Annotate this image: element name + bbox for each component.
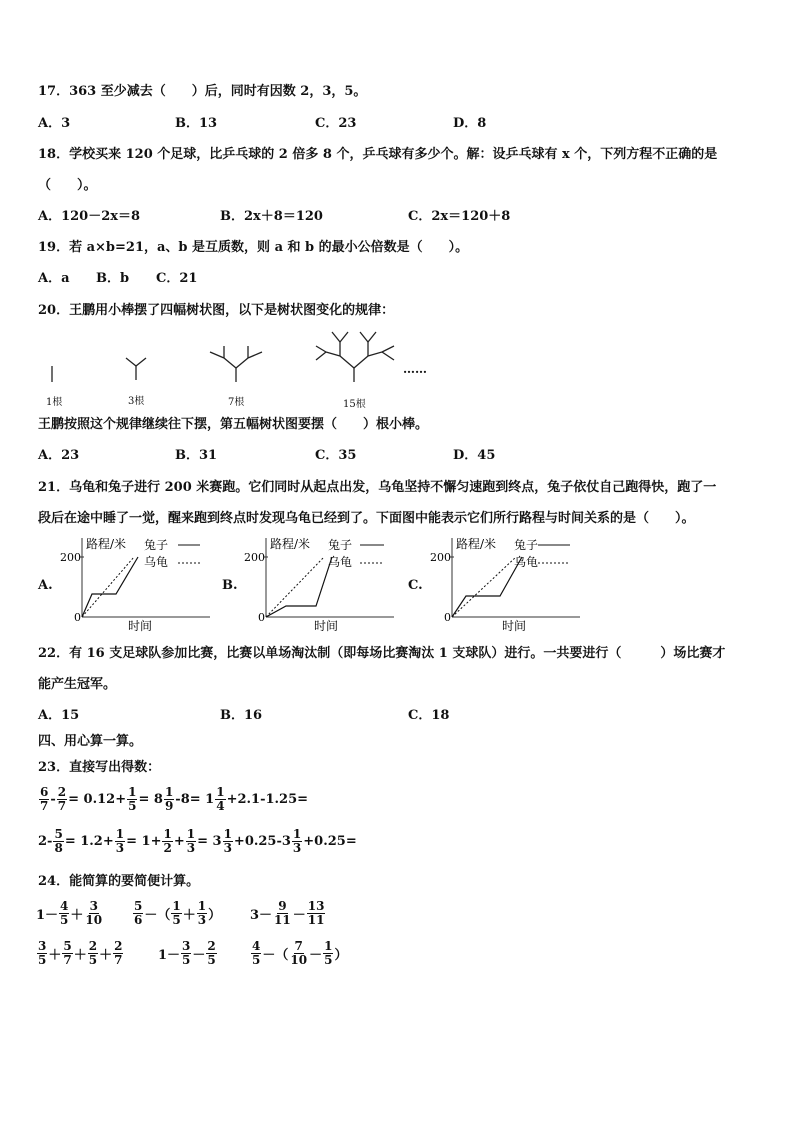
fraction: $\frac{1}{3}$: [186, 827, 196, 855]
q22-option-c[interactable]: C．18: [408, 708, 450, 723]
tree1-caption: 1根: [46, 397, 63, 408]
graph-c-legend-rabbit: 兔子: [514, 538, 539, 552]
q18-text-line1: 18．学校买来 120 个足球，比乒乓球的 2 倍多 8 个，乒乓球有多少个。解：设乒乓球有 x 个，下列方程不正确的是: [38, 147, 718, 162]
graph-a-xlabel: 时间: [128, 619, 153, 632]
tree3: [210, 346, 262, 382]
fraction: $\frac{1}{3}$: [223, 827, 232, 855]
graph-c-rabbit-line: [452, 557, 522, 617]
tree4: [316, 332, 394, 382]
graph-b-ylabel: 路程/米: [270, 537, 311, 551]
q17-text: 17．363 至少减去（ ）后，同时有因数 2，3，5。: [38, 84, 367, 99]
q24-expr3: 3－ $\frac{9}{11}$ － $\frac{13}{11}$: [250, 899, 325, 927]
graph-b-rabbit-line: [266, 557, 332, 617]
q23-text: 23．直接写出得数：: [38, 760, 161, 775]
q24-expr5: 1－ $\frac{3}{5}$ － $\frac{2}{5}$: [158, 939, 216, 967]
graph-c-origin: 0: [444, 611, 451, 624]
tree-diagrams: [38, 322, 458, 407]
fraction: $\frac{6}{7}$: [40, 785, 49, 813]
fraction: $\frac{1}{3}$: [115, 827, 125, 855]
q22-option-b[interactable]: B．16: [220, 708, 263, 723]
tree2-caption: 3根: [128, 396, 145, 407]
q19-option-b[interactable]: B．b: [96, 271, 130, 286]
graph-b-legend-turtle: 乌龟: [328, 555, 353, 569]
q20-option-b[interactable]: B．31: [175, 448, 218, 463]
q17-option-b[interactable]: B．13: [175, 116, 218, 131]
q21-text-line1: 21．乌龟和兔子进行 200 米赛跑。它们同时从起点出发，乌龟坚持不懈匀速跑到终点，兔子依仗自己跑得快，跑了一: [38, 480, 717, 495]
q19-text: 19．若 a×b=21，a、b 是互质数，则 a 和 b 的最小公倍数是（ ）。: [38, 240, 469, 255]
graph-c-legend-turtle: 乌龟: [514, 555, 539, 569]
section-heading: 四、用心算一算。: [38, 734, 143, 749]
q24-row2: [36, 940, 347, 967]
fraction: $\frac{1}{5}$: [128, 785, 137, 813]
graph-c-ytick: 200: [430, 551, 451, 564]
q22-option-a[interactable]: A．15: [38, 708, 80, 723]
graph-b-ytick: 200: [244, 551, 265, 564]
graph-a-turtle-line: [82, 557, 134, 617]
q20-question: 王鹏按照这个规律继续往下摆，第五幅树状图要摆（ ）根小棒。: [38, 417, 429, 432]
q17-option-d[interactable]: D．8: [453, 116, 487, 131]
q23-row1: $\frac{6}{7}$ - $\frac{2}{7}$ = 0.12+ $\frac{1}{5}$ = 8 $\frac{1}{9}$ -8= 1 $\frac{1}{4}$ +2.1-1.25=: [40, 785, 309, 813]
tree2: [126, 358, 146, 380]
q24-expr6: $\frac{4}{5}$ －（ $\frac{7}{10}$ － $\frac{1}{5}$ ）: [252, 939, 348, 967]
graph-b: [244, 536, 394, 632]
q24-expr1: 1－ $\frac{4}{5}$ ＋ $\frac{3}{10}$: [36, 899, 103, 927]
q24-text: 24．能简算的要简便计算。: [38, 874, 200, 889]
graph-a-origin: 0: [74, 611, 81, 624]
q22-text-line1: 22．有 16 支足球队参加比赛，比赛以单场淘汰制（即每场比赛淘汰 1 支球队）进行。一共要进行（ ）场比赛才: [38, 646, 726, 661]
q19-option-a[interactable]: A．a: [38, 271, 70, 286]
q21-option-a[interactable]: A.: [38, 578, 53, 593]
q19-option-c[interactable]: C．21: [156, 271, 198, 286]
graph-c-ylabel: 路程/米: [456, 537, 497, 551]
fraction: $\frac{1}{9}$: [164, 785, 174, 813]
graph-b-xlabel: 时间: [314, 619, 339, 632]
fraction: $\frac{1}{2}$: [163, 827, 172, 855]
graph-c: [430, 536, 580, 632]
graph-c-xlabel: 时间: [502, 619, 527, 632]
fraction: $\frac{1}{4}$: [216, 785, 225, 813]
q24-row1: [36, 900, 326, 927]
tree-ellipsis: ……: [403, 362, 427, 376]
q24-expr2: $\frac{5}{6}$ －（ $\frac{1}{5}$ ＋ $\frac{1}{3}$ ）: [134, 899, 222, 927]
q18-text-line2: （ ）。: [38, 178, 97, 193]
q23-row2: 2- $\frac{5}{8}$ = 1.2+ $\frac{1}{3}$ = 1+ $\frac{1}{2}$ + $\frac{1}{3}$ = 3 $\frac{1}{3}$ +0.25-3 $\frac{1}{3}$ +0.25=: [38, 827, 357, 855]
q17-option-c[interactable]: C．23: [315, 116, 357, 131]
graph-a-ytick: 200: [60, 551, 81, 564]
graph-c-turtle-line: [452, 557, 516, 617]
q22-text-line2: 能产生冠军。: [38, 677, 117, 692]
graph-a-legend-turtle: 乌龟: [144, 555, 169, 569]
q18-option-a[interactable]: A．120－2x＝8: [38, 209, 141, 224]
graph-b-origin: 0: [258, 611, 265, 624]
q20-option-d[interactable]: D．45: [453, 448, 496, 463]
graph-a-legend-rabbit: 兔子: [144, 538, 169, 552]
fraction: $\frac{1}{3}$: [292, 827, 302, 855]
fraction: $\frac{5}{8}$: [54, 827, 63, 855]
tree3-caption: 7根: [228, 397, 245, 408]
q18-option-c[interactable]: C．2x＝120＋8: [408, 209, 511, 224]
graph-a-ylabel: 路程/米: [86, 537, 127, 551]
q20-option-a[interactable]: A．23: [38, 448, 80, 463]
q21-option-c[interactable]: C.: [408, 578, 423, 593]
q17-option-a[interactable]: A．3: [38, 116, 71, 131]
graph-a: [60, 536, 210, 632]
tree4-caption: 15根: [343, 399, 366, 410]
q20-option-c[interactable]: C．35: [315, 448, 357, 463]
q21-option-b[interactable]: B.: [222, 578, 238, 593]
q18-option-b[interactable]: B．2x＋8＝120: [220, 209, 323, 224]
q24-expr4: $\frac{3}{5}$ ＋ $\frac{5}{7}$ ＋ $\frac{2}{5}$ ＋ $\frac{2}{7}$: [38, 939, 123, 967]
graph-b-turtle-line: [266, 557, 324, 617]
q21-text-line2: 段后在途中睡了一觉，醒来跑到终点时发现乌龟已经到了。下面图中能表示它们所行路程与时间关系的是（ ）。: [38, 511, 695, 526]
q20-text: 20．王鹏用小棒摆了四幅树状图，以下是树状图变化的规律：: [38, 303, 395, 318]
graph-b-legend-rabbit: 兔子: [328, 538, 353, 552]
fraction: $\frac{2}{7}$: [57, 785, 67, 813]
